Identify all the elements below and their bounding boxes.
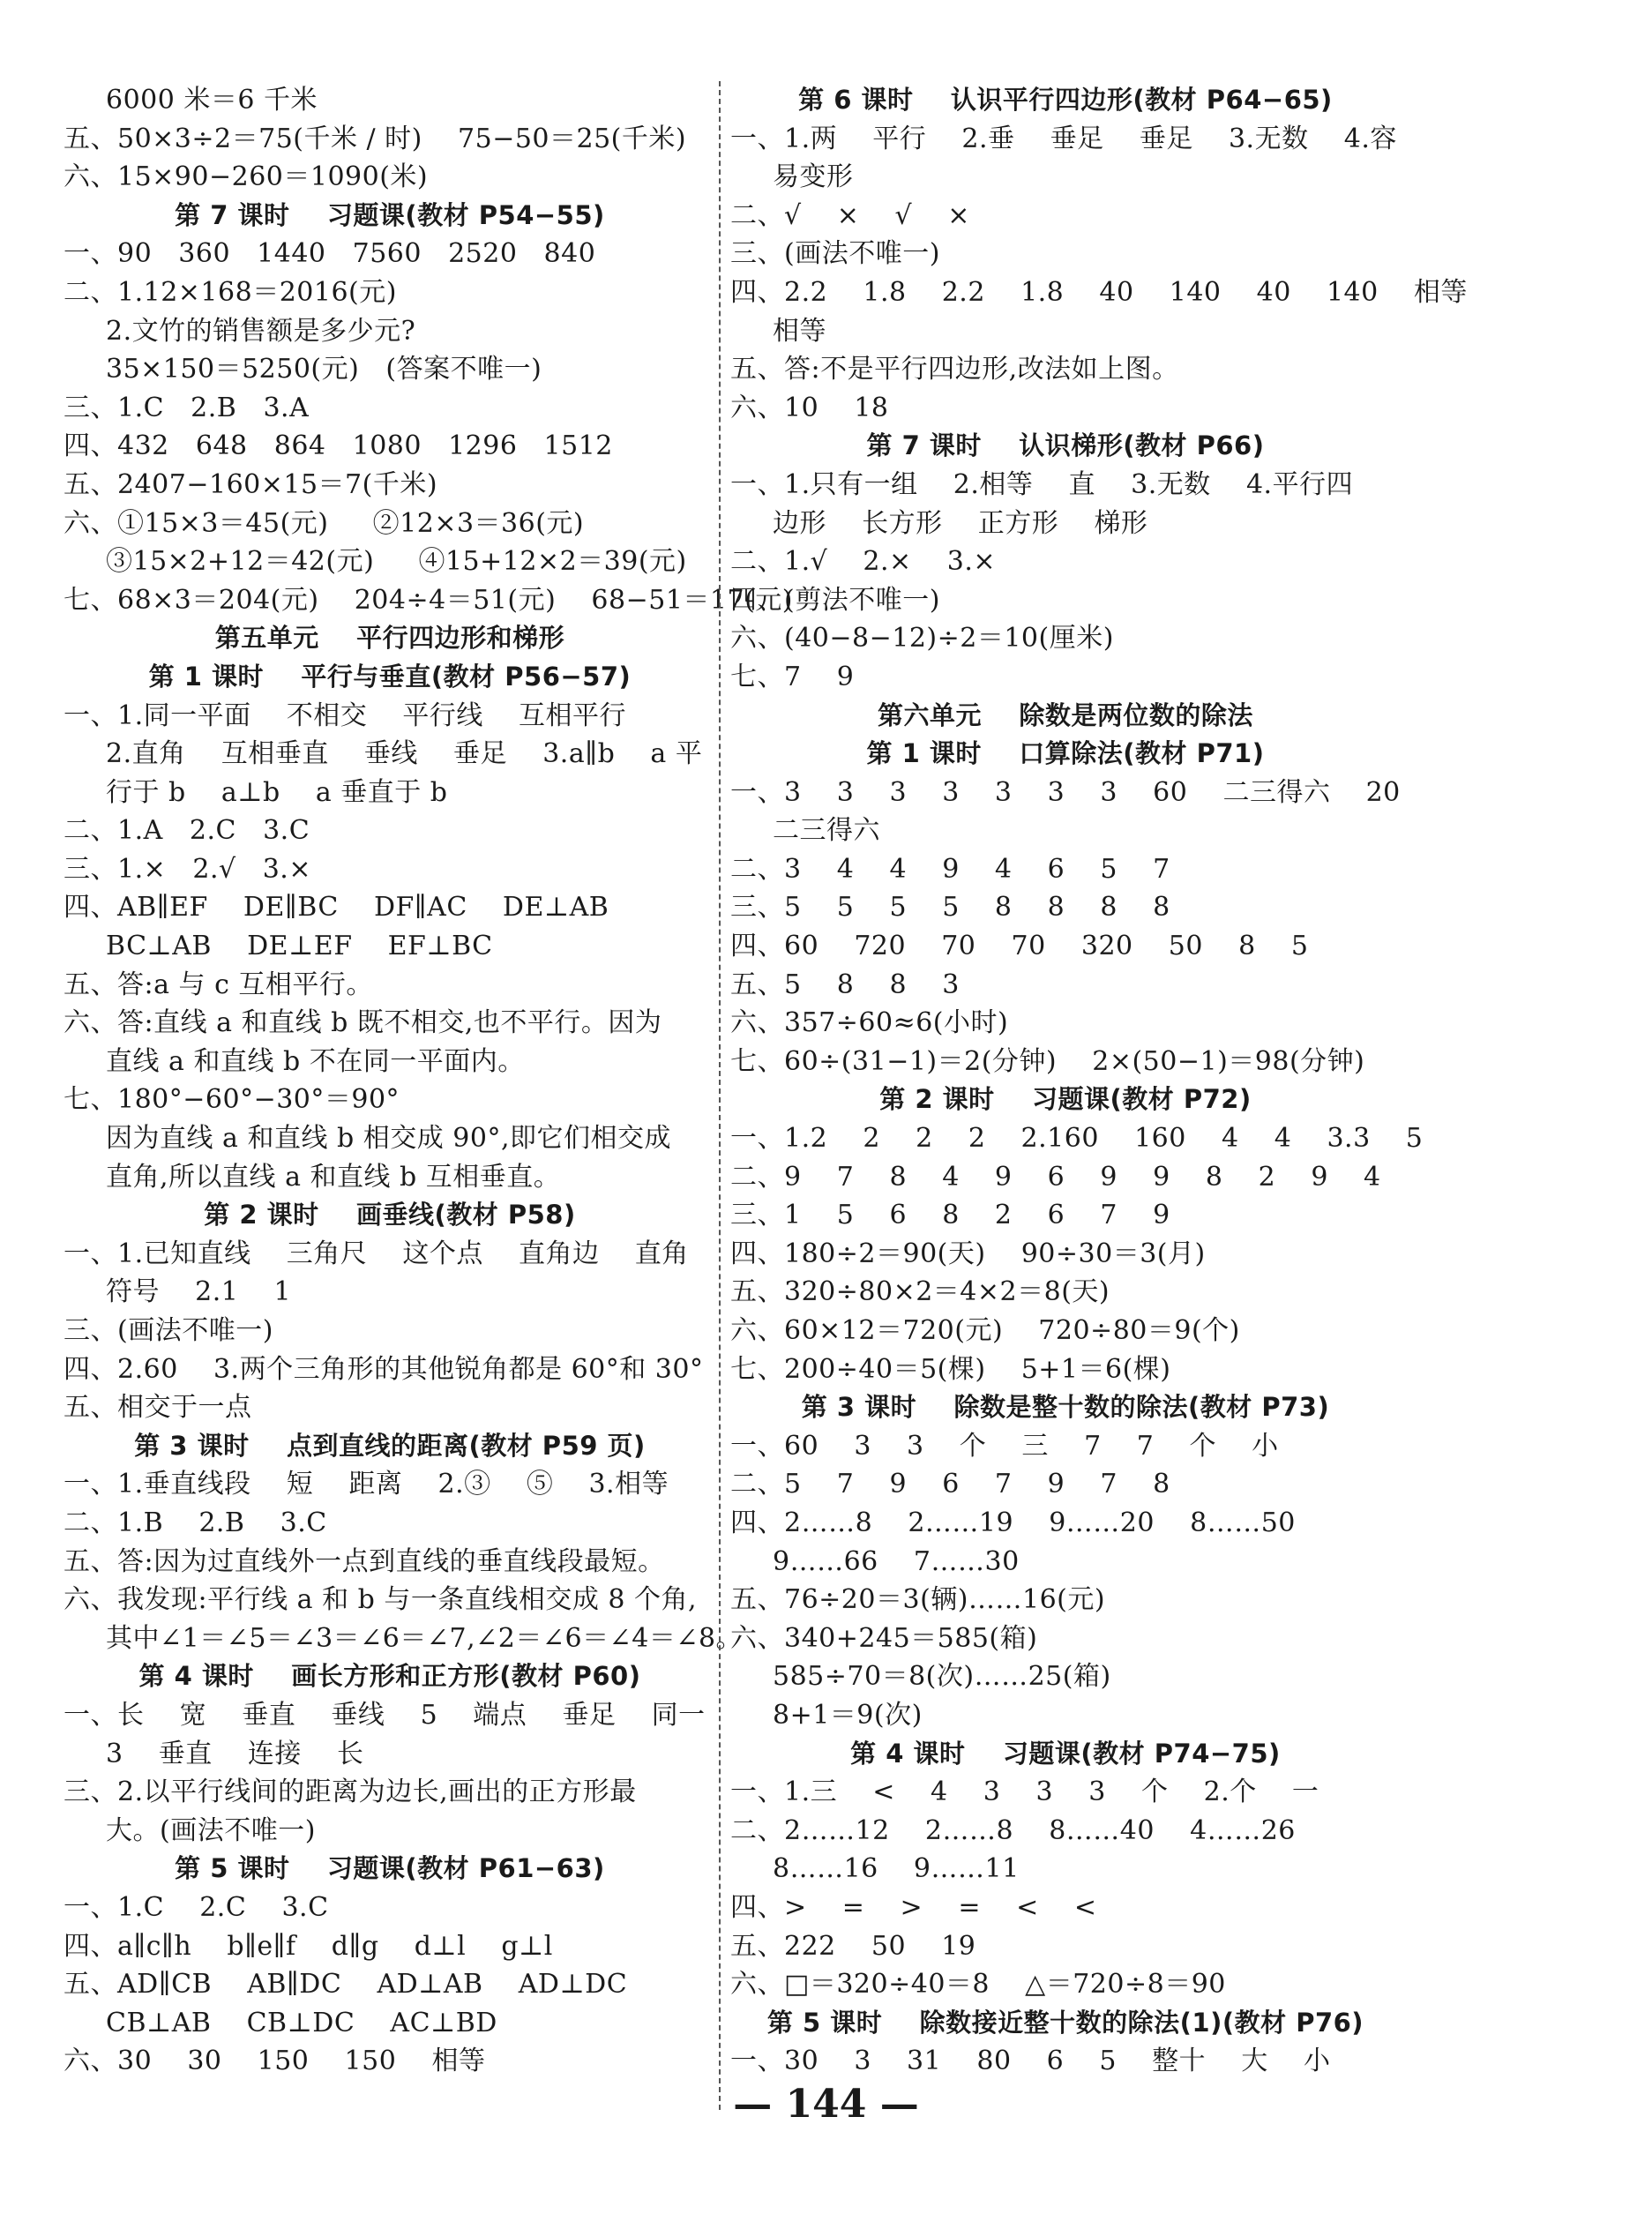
answer-line: 五、222 50 19 xyxy=(730,1930,976,1962)
answer-line: 2.直角 互相垂直 垂线 垂足 3.a∥b a 平 xyxy=(106,738,703,770)
answer-line: 四、AB∥EF DE∥BC DF∥AC DE⊥AB xyxy=(64,892,609,924)
answer-line: 8……16 9……11 xyxy=(773,1853,1020,1885)
answer-line: 六、答:直线 a 和直线 b 既不相交,也不平行。因为 xyxy=(64,1007,662,1039)
answer-line: 二、√ × √ × xyxy=(730,199,970,231)
answer-line: 四、60 720 70 70 320 50 8 5 xyxy=(730,931,1309,962)
answer-line: 其中∠1＝∠5＝∠3＝∠6＝∠7,∠2＝∠6＝∠4＝∠8。 xyxy=(106,1622,744,1654)
answer-line: 二、2……12 2……8 8……40 4……26 xyxy=(730,1814,1296,1846)
answer-line: 一、1.同一平面 不相交 平行线 互相平行 xyxy=(64,699,627,731)
section-heading: 第 1 课时 平行与垂直(教材 P56−57) xyxy=(148,661,632,692)
answer-line: 二三得六 xyxy=(773,815,880,847)
answer-line: 四、2.2 1.8 2.2 1.8 40 140 40 140 相等 xyxy=(730,276,1468,308)
answer-line: 一、长 宽 垂直 垂线 5 端点 垂足 同一 xyxy=(64,1699,706,1731)
answer-line: 七、180°−60°−30°＝90° xyxy=(64,1084,400,1116)
section-heading: 第 2 课时 画垂线(教材 P58) xyxy=(204,1200,576,1230)
answer-line: 一、1.三 < 4 3 3 3 个 2.个 一 xyxy=(730,1776,1319,1808)
answer-line: 一、1.两 平行 2.垂 垂足 垂足 3.无数 4.容 xyxy=(730,123,1397,154)
answer-line: 四、2.60 3.两个三角形的其他锐角都是 60°和 30° xyxy=(64,1353,704,1385)
answer-line: 六、15×90−260＝1090(米) xyxy=(64,161,429,193)
section-heading: 第 3 课时 点到直线的距离(教材 P59 页) xyxy=(134,1430,646,1461)
answer-line: 五、320÷80×2＝4×2＝8(天) xyxy=(730,1276,1110,1308)
answer-line: 三、1.× 2.√ 3.× xyxy=(64,853,311,885)
answer-line: 三、2.以平行线间的距离为边长,画出的正方形最 xyxy=(64,1776,637,1808)
answer-line: 2.文竹的销售额是多少元? xyxy=(106,315,416,347)
answer-line: 五、5 8 8 3 xyxy=(730,969,960,1000)
answer-line: 三、5 5 5 5 8 8 8 8 xyxy=(730,892,1170,924)
section-heading: 第五单元 平行四边形和梯形 xyxy=(214,623,565,654)
answer-line: 一、90 360 1440 7560 2520 840 xyxy=(64,238,596,270)
answer-line: 三、(画法不唯一) xyxy=(64,1315,273,1346)
answer-line: 因为直线 a 和直线 b 相交成 90°,即它们相交成 xyxy=(106,1123,671,1155)
section-heading: 第 2 课时 习题课(教材 P72) xyxy=(879,1084,1252,1115)
answer-line: 一、1.只有一组 2.相等 直 3.无数 4.平行四 xyxy=(730,468,1354,500)
answer-line: 直线 a 和直线 b 不在同一平面内。 xyxy=(106,1045,525,1077)
answer-line: BC⊥AB DE⊥EF EF⊥BC xyxy=(106,931,493,962)
section-heading: 第 7 课时 习题课(教材 P54−55) xyxy=(175,199,605,230)
answer-line: 六、357÷60≈6(小时) xyxy=(730,1007,1009,1039)
answer-line: 大。(画法不唯一) xyxy=(106,1814,316,1846)
section-heading: 第 4 课时 习题课(教材 P74−75) xyxy=(850,1738,1281,1769)
answer-line: 五、答:a 与 c 互相平行。 xyxy=(64,969,373,1000)
section-heading: 第 5 课时 除数接近整十数的除法(1)(教材 P76) xyxy=(766,2007,1364,2038)
answer-line: 六、30 30 150 150 相等 xyxy=(64,2046,486,2077)
answer-line: 七、200÷40＝5(棵) 5+1＝6(棵) xyxy=(730,1353,1171,1385)
answer-line: CB⊥AB CB⊥DC AC⊥BD xyxy=(106,2007,497,2038)
answer-line: 相等 xyxy=(773,315,826,347)
answer-line: 一、1.垂直线段 短 距离 2.③ ⑤ 3.相等 xyxy=(64,1469,669,1500)
section-heading: 第 4 课时 画长方形和正方形(教材 P60) xyxy=(138,1661,641,1692)
answer-line: 五、AD∥CB AB∥DC AD⊥AB AD⊥DC xyxy=(64,1969,628,2001)
answer-line: 二、1.12×168＝2016(元) xyxy=(64,276,397,308)
answer-line: 四、180÷2＝90(天) 90÷30＝3(月) xyxy=(730,1238,1206,1269)
answer-line: 四、> = > = < < xyxy=(730,1891,1097,1923)
answer-line: 一、30 3 31 80 6 5 整十 大 小 xyxy=(730,2046,1331,2077)
answer-line: 四、432 648 864 1080 1296 1512 xyxy=(64,430,613,462)
answer-line: 一、1.C 2.C 3.C xyxy=(64,1891,329,1923)
answer-line: 六、我发现:平行线 a 和 b 与一条直线相交成 8 个角, xyxy=(64,1584,698,1616)
answer-line: 六、60×12＝720(元) 720÷80＝9(个) xyxy=(730,1315,1240,1346)
section-heading: 第 1 课时 口算除法(教材 P71) xyxy=(866,738,1265,769)
answer-line: 行于 b a⊥b a 垂直于 b xyxy=(106,776,448,808)
answer-line: 二、5 7 9 6 7 9 7 8 xyxy=(730,1469,1170,1500)
answer-line: 五、50×3÷2＝75(千米 / 时) 75−50＝25(千米) xyxy=(64,123,687,154)
answer-line: 二、1.B 2.B 3.C xyxy=(64,1507,327,1538)
answer-line: 五、76÷20＝3(辆)……16(元) xyxy=(730,1584,1106,1616)
answer-line: 6000 米＝6 千米 xyxy=(106,85,318,116)
answer-line: 七、60÷(31−1)＝2(分钟) 2×(50−1)＝98(分钟) xyxy=(730,1045,1365,1077)
answer-line: 五、相交于一点 xyxy=(64,1392,252,1424)
answer-line: 符号 2.1 1 xyxy=(106,1276,292,1308)
answer-line: 35×150＝5250(元) (答案不唯一) xyxy=(106,354,542,385)
answer-line: 二、9 7 8 4 9 6 9 9 8 2 9 4 xyxy=(730,1161,1381,1193)
page-number: — 144 — xyxy=(733,2082,919,2127)
answer-line: 二、1.A 2.C 3.C xyxy=(64,815,310,847)
answer-line: 8+1＝9(次) xyxy=(773,1699,923,1731)
section-heading: 第 6 课时 认识平行四边形(教材 P64−65) xyxy=(798,85,1333,115)
section-heading: 第 3 课时 除数是整十数的除法(教材 P73) xyxy=(801,1392,1330,1423)
column-divider xyxy=(719,81,721,2110)
answer-line: 一、60 3 3 个 三 7 7 个 小 xyxy=(730,1430,1279,1462)
answer-line: ③15×2+12＝42(元) ④15+12×2＝39(元) xyxy=(106,546,687,578)
section-heading: 第六单元 除数是两位数的除法 xyxy=(878,699,1253,730)
answer-line: 9……66 7……30 xyxy=(773,1545,1020,1577)
section-heading: 第 7 课时 认识梯形(教材 P66) xyxy=(866,430,1265,461)
answer-line: 四、a∥c∥h b∥e∥f d∥g d⊥l g⊥l xyxy=(64,1930,553,1962)
answer-line: 585÷70＝8(次)……25(箱) xyxy=(773,1661,1111,1693)
answer-line: 直角,所以直线 a 和直线 b 互相垂直。 xyxy=(106,1161,561,1193)
answer-line: 3 垂直 连接 长 xyxy=(106,1738,364,1769)
answer-line: 二、1.√ 2.× 3.× xyxy=(730,546,997,578)
answer-line: 六、□＝320÷40＝8 △＝720÷8＝90 xyxy=(730,1969,1226,2001)
answer-line: 二、3 4 4 9 4 6 5 7 xyxy=(730,853,1170,885)
answer-line: 一、1.已知直线 三角尺 这个点 直角边 直角 xyxy=(64,1238,689,1269)
answer-line: 一、1.2 2 2 2 2.160 160 4 4 3.3 5 xyxy=(730,1123,1424,1155)
answer-line: 七、7 9 xyxy=(730,661,855,692)
answer-line: 六、340+245＝585(箱) xyxy=(730,1622,1038,1654)
answer-line: 四、(剪法不唯一) xyxy=(730,584,940,616)
section-heading: 第 5 课时 习题课(教材 P61−63) xyxy=(175,1853,605,1884)
answer-line: 三、1 5 6 8 2 6 7 9 xyxy=(730,1200,1170,1231)
answer-line: 一、3 3 3 3 3 3 3 60 二三得六 20 xyxy=(730,776,1401,808)
answer-line: 六、(40−8−12)÷2＝10(厘米) xyxy=(730,623,1114,654)
answer-line: 三、1.C 2.B 3.A xyxy=(64,392,310,423)
answer-line: 五、答:因为过直线外一点到直线的垂直线段最短。 xyxy=(64,1545,665,1577)
right-column xyxy=(730,81,1468,2081)
answer-line: 七、68×3＝204(元) 204÷4＝51(元) 68−51＝17(元) xyxy=(64,584,793,616)
answer-line: 五、答:不是平行四边形,改法如上图。 xyxy=(730,354,1179,385)
answer-line: 易变形 xyxy=(773,161,854,193)
answer-line: 六、①15×3＝45(元) ②12×3＝36(元) xyxy=(64,507,585,539)
answer-line: 四、2……8 2……19 9……20 8……50 xyxy=(730,1507,1296,1538)
answer-line: 边形 长方形 正方形 梯形 xyxy=(773,507,1148,539)
answer-line: 五、2407−160×15＝7(千米) xyxy=(64,468,438,500)
answer-line: 六、10 18 xyxy=(730,392,889,423)
answer-line: 三、(画法不唯一) xyxy=(730,238,940,270)
